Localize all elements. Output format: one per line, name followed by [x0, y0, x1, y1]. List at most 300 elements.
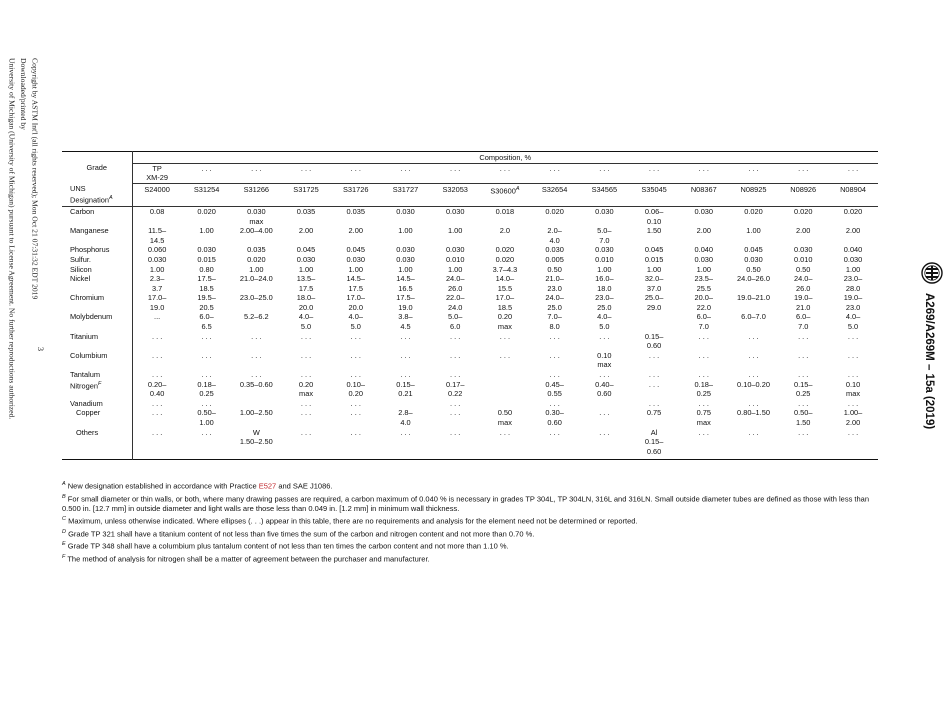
composition-cell: . . .	[499, 350, 511, 360]
composition-cell: . . .	[350, 370, 361, 380]
copyright-sidebar	[0, 0, 48, 710]
composition-cell: 0.045	[296, 245, 316, 255]
composition-cell: 19.0– 23.0	[843, 293, 863, 312]
grade-cell: . . .	[331, 163, 381, 183]
composition-cell: . . .	[151, 370, 163, 380]
composition-cell: 0.10–0.20	[737, 379, 770, 389]
uns-cell: S31266	[231, 183, 281, 206]
composition-cell: 0.15– 0.21	[396, 379, 415, 399]
composition-cell: 0.80	[199, 264, 214, 274]
composition-cell: 0.035	[247, 245, 266, 255]
composition-cell: . . .	[847, 370, 859, 380]
composition-cell: . . .	[798, 350, 809, 360]
table-footnotes	[62, 479, 882, 564]
composition-cell: . . .	[648, 379, 660, 389]
element-label: Manganese	[62, 226, 132, 245]
composition-cell: 11.5– 14.5	[148, 226, 167, 245]
composition-cell: . . .	[549, 398, 560, 408]
composition-cell: . . .	[499, 331, 511, 341]
composition-cell: . . .	[748, 331, 759, 341]
composition-cell: 0.20 max	[497, 312, 513, 332]
composition-cell: 2.00	[796, 226, 811, 236]
composition-cell: 0.030	[296, 254, 316, 264]
composition-cell: 0.015	[197, 254, 216, 264]
composition-cell: 0.030	[744, 254, 763, 264]
grade-cell: . . .	[828, 163, 878, 183]
composition-cell: . . .	[798, 427, 809, 437]
composition-cell: 1.00	[398, 226, 413, 236]
composition-cell: . . .	[300, 331, 312, 341]
composition-cell: 1.00	[696, 264, 711, 274]
composition-cell: 19.0– 21.0	[793, 293, 813, 312]
composition-cell: . . .	[748, 370, 759, 380]
element-label: Nickel	[62, 274, 132, 293]
composition-cell: 0.50	[547, 264, 562, 274]
composition-cell: . . .	[300, 408, 312, 418]
composition-cell: 2.0– 4.0	[547, 226, 562, 245]
composition-cell: 5.2–6.2	[243, 312, 269, 322]
uns-cell: S31725	[281, 183, 331, 206]
composition-cell: . . .	[251, 350, 262, 360]
copyright-line-1: Copyright by ASTM Int'l (all rights reserved); Mon Oct 21 07:31:32 EDT 2019	[30, 58, 40, 300]
composition-cell: . . .	[350, 398, 361, 408]
composition-cell: 0.035	[296, 206, 316, 216]
composition-cell: 0.045	[346, 245, 365, 255]
composition-cell: 0.10 max	[845, 379, 861, 399]
composition-cell: 1.00	[845, 264, 861, 274]
element-label: Carbon	[62, 206, 132, 226]
composition-cell: 0.06– 0.10	[644, 206, 664, 226]
composition-cell: 2.00–4.00	[239, 226, 273, 236]
composition-cell: 0.030	[197, 245, 216, 255]
composition-cell: 23.0– 25.0	[595, 293, 614, 312]
composition-cell: 0.030	[595, 245, 614, 255]
element-label: Phosphorus	[62, 245, 132, 255]
composition-cell: 0.80–1.50	[737, 408, 770, 418]
composition-cell: 25.0– 29.0	[644, 293, 664, 312]
composition-cell: . . .	[201, 350, 212, 360]
composition-cell	[480, 380, 530, 399]
composition-cell: 0.030	[694, 254, 714, 264]
composition-cell: . . .	[450, 331, 461, 341]
composition-cell: . . .	[549, 370, 560, 380]
composition-cell: 2.3– 3.7	[149, 274, 165, 293]
composition-cell: 0.020	[744, 206, 763, 216]
composition-cell: . . .	[798, 370, 809, 380]
table-row	[62, 380, 878, 399]
composition-cell: 2.0	[499, 226, 511, 236]
copyright-line-2: Downloaded/printed by	[19, 58, 28, 130]
composition-cell: . . .	[400, 331, 411, 341]
composition-cell: 1.00	[398, 264, 413, 274]
composition-cell: . . .	[450, 398, 461, 408]
composition-cell: 0.020	[495, 254, 515, 264]
composition-cell: ...	[154, 312, 161, 322]
composition-cell: . . .	[499, 427, 511, 437]
composition-cell: 1.00	[149, 264, 165, 274]
composition-cell: . . .	[201, 370, 212, 380]
footnote: $^B$ For small diameter or thin walls, or both, where many drawing passes are required, a carbon maximum of 0.040 % is necessary in grades TP 304L, TP 304LN, 316L and 316LN. Small outside diameter tubes are defined as those with less than 0.500 in. [12.7 mm] in outside diameter and light walls are those less than 0.049 in. [1.2 mm] in minimum wall thickness.	[62, 493, 870, 513]
composition-cell: 1.00– 2.00	[843, 408, 863, 427]
footnote-marker: F	[62, 553, 66, 560]
chemical-requirements-table-wrapper	[62, 151, 878, 460]
composition-cell: 17.5– 19.0	[396, 293, 415, 312]
element-label: Columbium	[62, 351, 132, 370]
table-row	[62, 399, 878, 409]
composition-cell: 0.35–0.60	[239, 379, 273, 389]
footnote-marker: A	[62, 481, 66, 487]
composition-cell: 5.0– 7.0	[597, 226, 612, 245]
composition-cell: 0.50 max	[497, 408, 513, 427]
grade-cell: . . .	[579, 163, 629, 183]
element-label: Vanadium	[62, 399, 132, 409]
composition-cell: 0.75 max	[696, 408, 711, 427]
composition-cell: 3.7–4.3	[492, 264, 518, 274]
composition-cell: 14.0– 15.5	[495, 274, 515, 293]
chemical-requirements-table	[62, 151, 878, 460]
composition-cell: 0.030	[346, 254, 365, 264]
grade-cell: . . .	[629, 163, 679, 183]
composition-cell: 1.00	[249, 264, 264, 274]
composition-cell: 2.00	[298, 226, 314, 236]
grade-cell: . . .	[281, 163, 331, 183]
composition-cell: . . .	[847, 331, 859, 341]
composition-cell: 1.00	[646, 264, 662, 274]
composition-cell: . . .	[698, 370, 709, 380]
composition-cell: . . .	[400, 427, 411, 437]
composition-cell: . . .	[847, 350, 859, 360]
uns-cell: S31254	[182, 183, 232, 206]
composition-cell: 1.00	[199, 226, 214, 236]
grade-header: Grade	[62, 152, 132, 184]
uns-cell: S31726	[331, 183, 381, 206]
composition-cell: 0.035	[346, 206, 365, 216]
composition-cell: 2.00	[348, 226, 363, 236]
composition-cell: 0.18– 0.25	[694, 379, 714, 399]
composition-cell: 13.5– 17.5	[296, 274, 316, 293]
composition-cell: . . .	[151, 350, 163, 360]
composition-cell: 1.00	[447, 226, 463, 236]
composition-cell: 24.0– 25.0	[545, 293, 564, 312]
composition-cell: . . .	[151, 427, 163, 437]
composition-cell: 24.0– 26.0	[793, 274, 813, 293]
composition-cell: 0.50– 1.50	[793, 408, 813, 427]
footnote: $^E$ Grade TP 348 shall have a columbium plus tantalum content of not less than ten times the carbon content and not more than 1.10 %.	[62, 541, 509, 551]
footnote-marker: D	[62, 528, 66, 535]
element-label: Nitrogen$^F$	[62, 380, 132, 399]
composition-cell: W 1.50–2.50	[239, 427, 273, 447]
composition-cell: 0.15– 0.25	[793, 379, 813, 399]
composition-cell: 0.030	[793, 245, 813, 255]
composition-cell: 16.0– 18.0	[595, 274, 614, 293]
uns-cell: S35045	[629, 183, 679, 206]
composition-cell: . . .	[599, 331, 610, 341]
composition-cell: . . .	[698, 398, 709, 408]
grade-cell: . . .	[679, 163, 729, 183]
composition-cell: 0.020	[843, 206, 863, 216]
composition-cell: . . .	[450, 408, 461, 418]
uns-cell: N08904	[828, 183, 878, 206]
composition-cell: 0.030	[445, 206, 465, 216]
composition-cell: 0.020	[545, 206, 564, 216]
composition-cell: . . .	[450, 370, 461, 380]
composition-cell: . . .	[350, 408, 361, 418]
grade-cell: TP XM-29	[132, 163, 182, 183]
composition-cell: 0.15– 0.60	[644, 331, 664, 351]
composition-cell: . . .	[648, 350, 660, 360]
composition-cell: . . .	[798, 398, 809, 408]
element-label: Molybdenum	[62, 312, 132, 331]
composition-cell: 14.5– 16.5	[396, 274, 415, 293]
composition-cell: 0.30– 0.60	[545, 408, 564, 427]
composition-cell: 0.50	[746, 264, 761, 274]
composition-cell: 23.0–25.0	[239, 293, 273, 303]
composition-cell: . . .	[151, 408, 163, 418]
grade-cell: . . .	[231, 163, 281, 183]
table-row	[62, 265, 878, 275]
composition-cell: 4.0– 5.0	[845, 312, 861, 332]
composition-cell: 24.0– 26.0	[445, 274, 465, 293]
element-label: Chromium	[62, 293, 132, 312]
composition-cell: . . .	[748, 398, 759, 408]
composition-cell: 17.0– 20.0	[346, 293, 365, 312]
composition-cell: . . .	[350, 350, 361, 360]
table-body	[62, 183, 878, 460]
table-row	[62, 370, 878, 380]
uns-cell: $S30600^A$	[480, 183, 530, 206]
table-row	[62, 226, 878, 245]
uns-label-line2: Designation	[70, 195, 110, 205]
composition-cell: 19.5– 20.5	[197, 293, 216, 312]
composition-cell: 0.018	[495, 206, 515, 216]
composition-cell: 6.0– 6.5	[199, 312, 214, 332]
composition-cell: 0.030	[396, 254, 415, 264]
composition-cell: 1.00	[447, 264, 463, 274]
footnote: $^F$ The method of analysis for nitrogen shall be a matter of agreement between the purchaser and manufacturer.	[62, 553, 430, 563]
grade-row	[62, 163, 878, 183]
composition-cell: 22.0– 24.0	[445, 293, 465, 312]
composition-cell: . . .	[300, 398, 312, 408]
composition-cell: 0.015	[644, 254, 664, 264]
footnote: $^A$ New designation established in accordance with Practice E527 and SAE J1086.	[62, 481, 333, 491]
composition-cell: 21.0–24.0	[239, 274, 273, 284]
composition-cell	[480, 399, 530, 409]
element-label: Silicon	[62, 265, 132, 275]
uns-row	[62, 183, 878, 206]
composition-cell: . . .	[549, 350, 560, 360]
composition-cell: 0.040	[843, 245, 863, 255]
composition-cell: 0.17– 0.22	[445, 379, 465, 399]
composition-cell: . . .	[251, 331, 262, 341]
table-row	[62, 274, 878, 293]
uns-cell: N08926	[778, 183, 828, 206]
composition-cell: 1.00–2.50	[239, 408, 273, 418]
composition-cell: 0.010	[595, 254, 614, 264]
composition-cell: 19.0–21.0	[737, 293, 770, 303]
composition-cell: . . .	[549, 427, 560, 437]
composition-cell: 0.010	[793, 254, 813, 264]
astm-logo-icon	[921, 262, 943, 284]
composition-cell: 23.0– 28.0	[843, 274, 863, 293]
grade-cell: . . .	[729, 163, 779, 183]
composition-cell: 2.8– 4.0	[398, 408, 413, 427]
composition-cell: 0.10– 0.20	[346, 379, 365, 399]
composition-cell: 0.010	[445, 254, 465, 264]
composition-cell: 0.030	[545, 245, 564, 255]
uns-cell: S32053	[430, 183, 480, 206]
composition-cell: 2.00	[845, 226, 861, 236]
composition-cell: . . .	[599, 408, 610, 418]
uns-cell: S32654	[530, 183, 580, 206]
composition-cell: 20.0– 22.0	[694, 293, 714, 312]
composition-cell: Al 0.15– 0.60	[644, 427, 664, 456]
composition-cell	[579, 399, 629, 409]
composition-cell: 0.030	[694, 206, 714, 216]
composition-cell: . . .	[300, 370, 312, 380]
footnote: $^D$ Grade TP 321 shall have a titanium content of not less than five times the sum of the carbon and nitrogen content and not more than 0.70 %.	[62, 528, 535, 538]
page-number: 3	[36, 347, 45, 351]
composition-cell: 0.005	[545, 254, 564, 264]
footnote-ref: A	[515, 185, 520, 192]
grade-cell: . . .	[778, 163, 828, 183]
element-label: Titanium	[62, 332, 132, 351]
composition-cell: 1.00	[348, 264, 363, 274]
composition-cell: 0.060	[147, 245, 167, 255]
grade-cell: . . .	[430, 163, 480, 183]
composition-cell: 0.030 max	[247, 206, 266, 226]
composition-cell: 0.030	[445, 245, 465, 255]
table-row	[62, 428, 878, 460]
composition-cell: 0.030	[396, 245, 415, 255]
composition-cell: 0.10 max	[597, 350, 612, 370]
composition-cell	[231, 399, 281, 409]
table-row	[62, 293, 878, 312]
composition-cell: 4.0– 5.0	[298, 312, 314, 332]
composition-cell: 0.020	[197, 206, 216, 216]
composition-cell: . . .	[748, 427, 759, 437]
designation-sidebar	[890, 0, 950, 710]
composition-cell: 0.045	[744, 245, 763, 255]
composition-cell	[629, 312, 679, 331]
composition-cell: 0.20– 0.40	[147, 379, 167, 399]
composition-cell: 0.50– 1.00	[197, 408, 216, 427]
composition-cell: 24.0–26.0	[737, 274, 770, 284]
standard-designation: A269/A269M – 15a (2019)	[923, 293, 935, 430]
composition-cell: . . .	[400, 350, 411, 360]
composition-cell: 6.0– 7.0	[796, 312, 811, 332]
grade-cell: . . .	[182, 163, 232, 183]
copyright-notice	[6, 58, 41, 419]
composition-cell: 1.00	[298, 264, 314, 274]
composition-cell: 0.75	[646, 408, 662, 418]
composition-cell: . . .	[201, 331, 212, 341]
element-label: Others	[62, 428, 132, 460]
composition-cell: 0.45– 0.55	[545, 379, 564, 399]
composition-cell: 0.020	[247, 254, 266, 264]
composition-cell: . . .	[350, 331, 361, 341]
composition-cell: . . .	[698, 350, 709, 360]
composition-cell: 4.0– 5.0	[597, 312, 612, 332]
composition-cell: 14.5– 17.5	[346, 274, 365, 293]
composition-cell: 3.8– 4.5	[398, 312, 413, 332]
standard-reference-link[interactable]: E527	[258, 481, 277, 491]
footnote-ref: F	[97, 380, 102, 387]
composition-cell: 0.50	[796, 264, 811, 274]
composition-cell: 0.040	[694, 245, 714, 255]
composition-cell: 0.40– 0.60	[595, 379, 614, 399]
table-row	[62, 351, 878, 370]
composition-cell: 0.030	[843, 254, 863, 264]
element-label: Sulfur.	[62, 255, 132, 265]
element-label: Copper	[62, 408, 132, 427]
composition-cell: . . .	[798, 331, 809, 341]
composition-cell: 1.00	[597, 264, 612, 274]
composition-cell: . . .	[648, 370, 660, 380]
composition-cell: 0.045	[644, 245, 664, 255]
composition-cell: . . .	[201, 398, 212, 408]
composition-cell: 0.020	[793, 206, 813, 216]
composition-cell: 1.50	[646, 226, 662, 236]
composition-cell: . . .	[300, 350, 312, 360]
composition-header: Composition, %	[132, 152, 878, 164]
footnote-marker: B	[62, 493, 66, 500]
composition-cell: 23.5– 25.5	[694, 274, 714, 293]
footnote-marker: E	[62, 541, 66, 547]
composition-cell: . . .	[201, 427, 212, 437]
composition-cell: . . .	[400, 370, 411, 380]
table-row	[62, 332, 878, 351]
element-label: Tantalum	[62, 370, 132, 380]
composition-cell: 0.18– 0.25	[197, 379, 216, 399]
uns-cell: S24000	[132, 183, 182, 206]
composition-cell: 5.0– 6.0	[447, 312, 463, 332]
composition-cell: . . .	[251, 370, 262, 380]
uns-cell: S31727	[381, 183, 431, 206]
composition-cell: 0.030	[396, 206, 415, 216]
composition-cell: 0.030	[147, 254, 167, 264]
grade-cell: . . .	[480, 163, 530, 183]
copyright-line-3: University of Michigan (University of Michigan) pursuant to License Agreement. No further reproductions authorized.	[7, 58, 17, 420]
composition-cell: 0.020	[495, 245, 515, 255]
composition-cell: . . .	[450, 350, 461, 360]
composition-cell: . . .	[648, 398, 660, 408]
composition-cell	[381, 399, 431, 409]
composition-cell: . . .	[350, 427, 361, 437]
uns-cell: N08367	[679, 183, 729, 206]
composition-cell: 17.5– 18.5	[197, 274, 216, 293]
grade-cell: . . .	[530, 163, 580, 183]
composition-cell: . . .	[698, 427, 709, 437]
composition-cell: . . .	[599, 370, 610, 380]
composition-cell: . . .	[151, 331, 163, 341]
table-row	[62, 245, 878, 255]
grade-cell: . . .	[381, 163, 431, 183]
composition-cell: . . .	[450, 427, 461, 437]
composition-cell: . . .	[599, 427, 610, 437]
composition-cell: 18.0– 20.0	[296, 293, 316, 312]
footnote-marker: C	[62, 516, 66, 522]
uns-cell: S34565	[579, 183, 629, 206]
composition-cell: 1.00	[746, 226, 761, 236]
table-row	[62, 408, 878, 427]
footnote: $^C$ Maximum, unless otherwise indicated. Where ellipses (. . .) appear in this table, there are no requirements and analysis for the element need not be determined or reported.	[62, 516, 638, 526]
composition-cell: . . .	[847, 398, 859, 408]
uns-label-footnote: A	[109, 194, 113, 201]
composition-cell: . . .	[151, 398, 163, 408]
composition-cell: 17.0– 18.5	[495, 293, 515, 312]
uns-label	[62, 183, 132, 206]
composition-cell: 21.0– 23.0	[545, 274, 564, 293]
